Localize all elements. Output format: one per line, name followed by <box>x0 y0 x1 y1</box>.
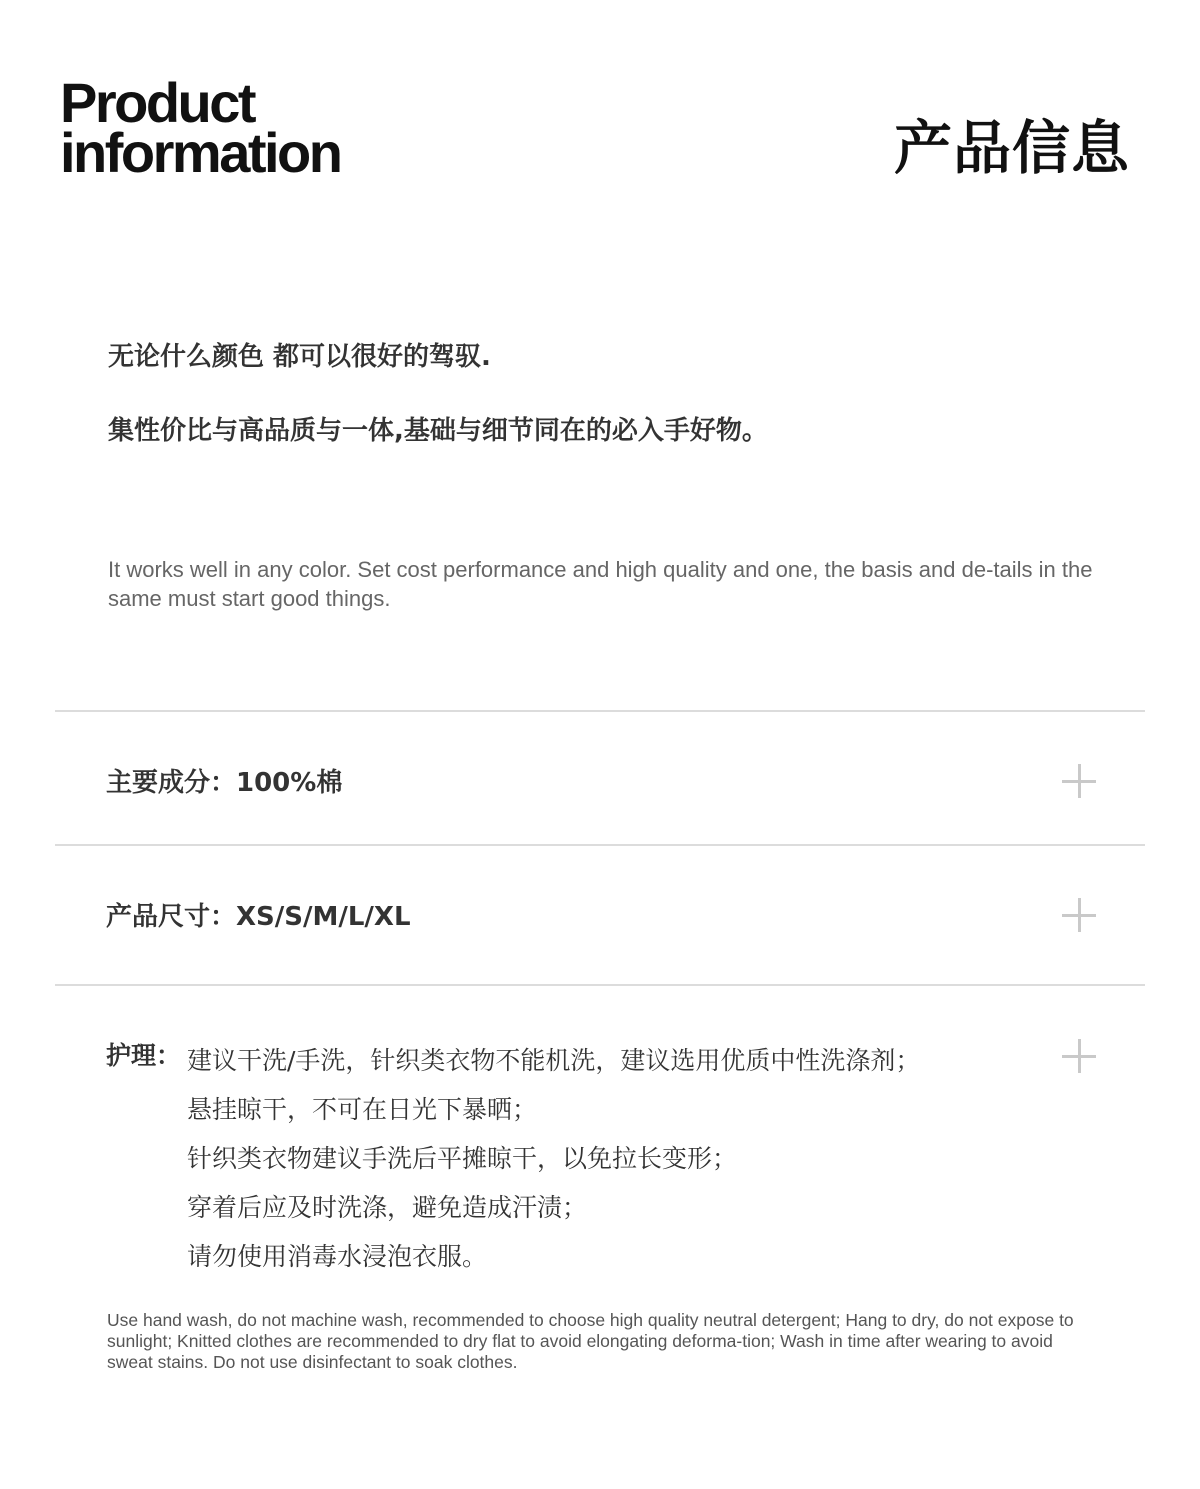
title-en-line1: Product <box>60 71 255 134</box>
page-title-en <box>60 71 341 184</box>
care-instructions <box>187 1036 920 1281</box>
care-line: 针织类衣物建议手洗后平摊晾干，以免拉长变形； <box>187 1144 738 1173</box>
care-line: 建议干洗/手洗，针织类衣物不能机洗，建议选用优质中性洗涤剂； <box>187 1046 921 1075</box>
care-line: 穿着后应及时洗涤，避免造成汗渍； <box>187 1193 588 1222</box>
divider <box>55 844 1145 846</box>
intro-line-1: 无论什么颜色 都可以很好的驾驭. <box>108 342 491 372</box>
care-label: 护理： <box>106 1041 182 1070</box>
title-en-line2: information <box>60 121 341 184</box>
intro-english: It works well in any color. Set cost performance and high quality and one, the basis and de-tails in the same must start good things. <box>108 557 1093 611</box>
divider <box>55 710 1145 712</box>
expand-material-plus-icon[interactable] <box>1062 764 1096 798</box>
material-row: 主要成分：100%棉 <box>106 768 343 798</box>
page-title-cn: 产品信息 <box>893 114 1130 182</box>
care-line: 请勿使用消毒水浸泡衣服。 <box>187 1242 488 1271</box>
divider <box>55 984 1145 986</box>
care-english: Use hand wash, do not machine wash, recommended to choose high quality neutral detergent; Hang to dry, do not expose to sunlight; Knitted clothes are recommended to dry flat to avoid elongating deforma-tion; Wash in time after wearing to avoid sweat stains. Do not use disinfectant to soak clothes. <box>107 1310 1074 1372</box>
size-row: 产品尺寸：XS/S/M/L/XL <box>106 902 411 932</box>
expand-size-plus-icon[interactable] <box>1062 898 1096 932</box>
intro-line-2: 集性价比与高品质与一体,基础与细节同在的必入手好物。 <box>108 416 768 446</box>
expand-care-plus-icon[interactable] <box>1062 1039 1096 1073</box>
care-line: 悬挂晾干，不可在日光下暴晒； <box>187 1095 538 1124</box>
